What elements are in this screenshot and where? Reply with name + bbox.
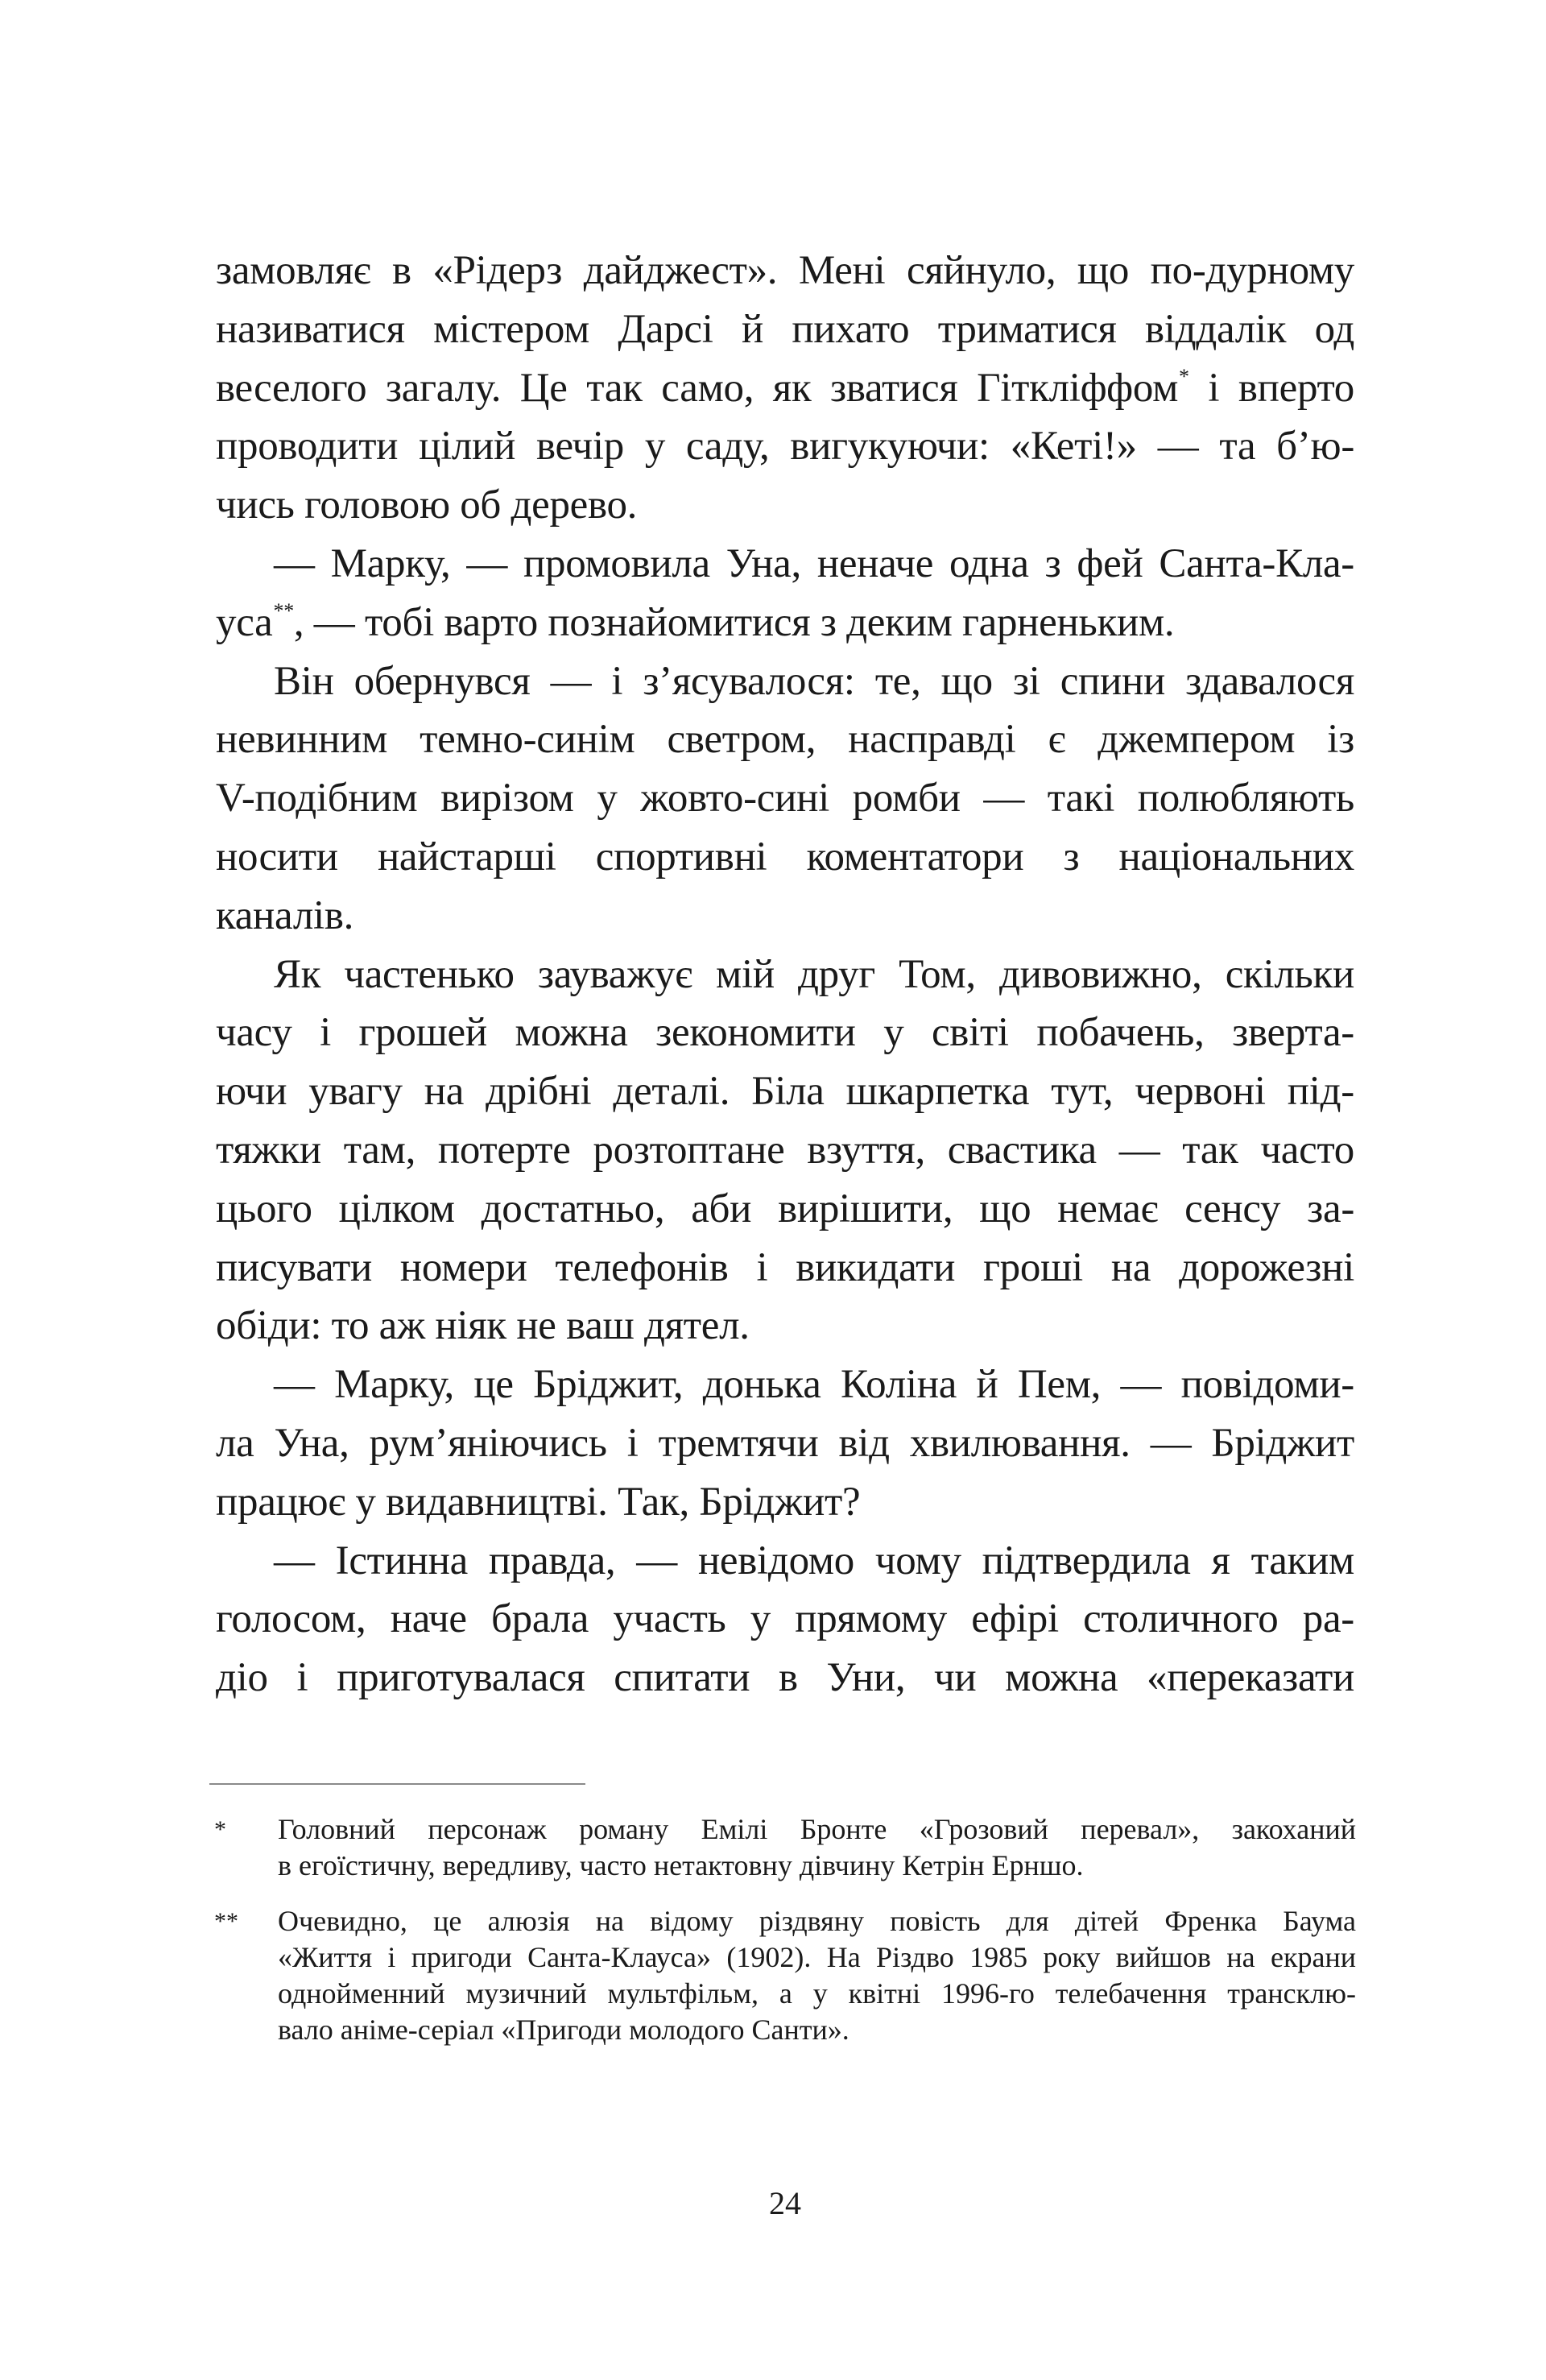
text-line: невинним темно-синім светром, насправді є джемпером із bbox=[216, 717, 1354, 763]
text-line: Він обернувся — і з’ясувалося: те, що зі спини здавалося bbox=[274, 658, 1354, 704]
text-line: ла Уна, рум’яніючись і тремтячи від хвилювання. — Бріджит bbox=[216, 1420, 1354, 1466]
footnote-line: в егоїстичну, вередливу, часто нетактовну дівчину Кетрін Ерншо. bbox=[278, 1849, 1084, 1881]
text-line: — Істинна правда, — невідомо чому підтвердила я таким bbox=[274, 1538, 1354, 1583]
text-line: діо і приготувалася спитати в Уни, чи можна «переказати bbox=[216, 1655, 1354, 1701]
text-line: носити найстарші спортивні коментатори з національних bbox=[216, 834, 1354, 880]
footnote-line: однойменний музичний мультфільм, а у квітні 1996-го телебачення трансклю- bbox=[278, 1977, 1356, 2010]
footnote-line: вало аніме-серіал «Пригоди молодого Санти». bbox=[278, 2014, 849, 2046]
body-text bbox=[216, 242, 1354, 1707]
text-line: чись головою об дерево. bbox=[216, 482, 638, 528]
text-line: працює у видавництві. Так, Бріджит? bbox=[216, 1479, 861, 1525]
text-line: тяжки там, потерте розтоптане взуття, свастика — так часто bbox=[216, 1127, 1354, 1173]
text-line: називатися містером Дарсі й пихато триматися віддалік од bbox=[216, 306, 1354, 352]
text-line: — Марку, це Бріджит, донька Коліна й Пем, — повідоми- bbox=[274, 1362, 1354, 1408]
footnote-1 bbox=[209, 1811, 1356, 1884]
footnote-mark: ** bbox=[214, 1908, 238, 1935]
footnote-line: Очевидно, це алюзія на відому різдвяну повість для дітей Френка Баума bbox=[278, 1905, 1356, 1937]
text-fragment: , — тобі варто познайомитися з деким гарненьким. bbox=[293, 599, 1175, 645]
text-line: V-подібним вирізом у жовто-сині ромби — такі полюбляють bbox=[216, 776, 1354, 822]
text-line: голосом, наче брала участь у прямому ефірі столичного ра- bbox=[216, 1596, 1354, 1642]
text-line: цього цілком достатньо, аби вирішити, що немає сенсу за- bbox=[216, 1186, 1354, 1231]
footnotes bbox=[209, 1811, 1356, 2067]
footnote-line: Головний персонаж роману Емілі Бронте «Грозовий перевал», закоханий bbox=[278, 1813, 1356, 1845]
text-line: часу і грошей можна зекономити у світі побачень, зверта- bbox=[216, 1010, 1354, 1056]
text-fragment: веселого загалу. Це так само, як зватися Гіткліффом bbox=[216, 365, 1179, 411]
text-line bbox=[216, 359, 1354, 418]
footnote-separator bbox=[209, 1783, 585, 1785]
text-line: писувати номери телефонів і викидати гроші на дорожезні bbox=[216, 1244, 1354, 1290]
text-line: ючи увагу на дрібні деталі. Біла шкарпетка тут, червоні під- bbox=[216, 1069, 1354, 1115]
footnote-ref-2[interactable]: ** bbox=[273, 598, 294, 623]
text-line: Як частенько зауважує мій друг Том, дивовижно, скільки bbox=[274, 951, 1354, 997]
text-line: замовляє в «Рідерз дайджест». Мені сяйнуло, що по-дурному bbox=[216, 248, 1354, 293]
text-line bbox=[216, 594, 1354, 652]
text-line: — Марку, — промовила Уна, неначе одна з фей Санта-Кла- bbox=[274, 540, 1354, 586]
text-fragment: і вперто bbox=[1188, 365, 1354, 411]
footnote-2 bbox=[209, 1903, 1356, 2048]
text-line: обіди: то аж ніяк не ваш дятел. bbox=[216, 1303, 750, 1349]
page-number: 24 bbox=[769, 2185, 801, 2221]
text-line: каналів. bbox=[216, 892, 354, 938]
text-line: проводити цілий вечір у саду, вигукуючи: «Кеті!» — та б’ю- bbox=[216, 424, 1354, 470]
footnote-ref-1[interactable]: * bbox=[1179, 364, 1189, 388]
footnote-line: «Життя і пригоди Санта-Клауса» (1902). На Різдво 1985 року вийшов на екрани bbox=[278, 1941, 1356, 1973]
text-fragment: уса bbox=[216, 599, 273, 645]
footnote-mark: * bbox=[214, 1816, 226, 1843]
